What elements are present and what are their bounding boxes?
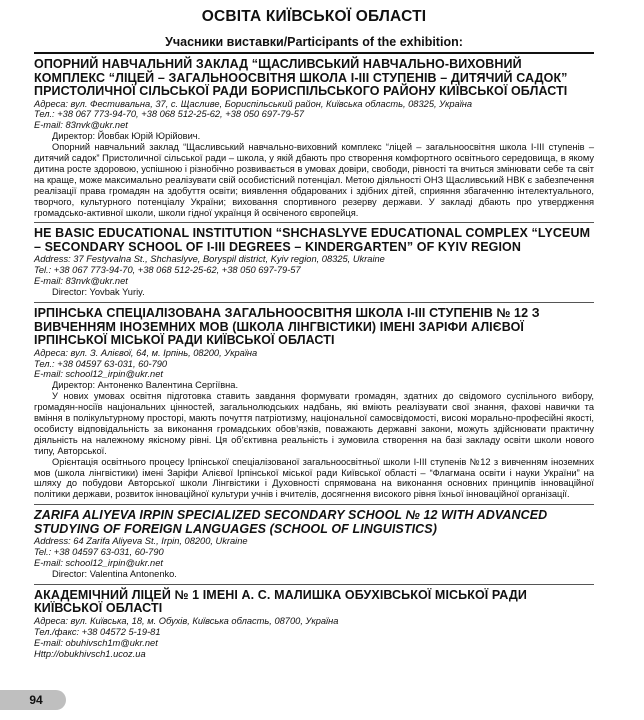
exhibitor-entry <box>34 585 594 664</box>
website-link[interactable]: Http://obukhivsch1.ucoz.ua <box>34 648 146 659</box>
address-line: Address: 64 Zarifa Aliyeva St., Irpin, 08200, Ukraine <box>34 536 248 547</box>
email-line: E-mail: obuhivsch1m@ukr.net <box>34 637 158 648</box>
exhibitor-heading: ОПОРНИЙ НАВЧАЛЬНИЙ ЗАКЛАД “ЩАСЛИВСЬКИЙ НАВЧАЛЬНО-ВИХОВНИЙ КОМПЛЕКС “ЛІЦЕЙ – ЗАГАЛЬНООСВІТНЯ ШКОЛА І-ІІІ СТУПЕНІВ – ДИТЯЧИЙ САДОК” ПРИСТОЛИЧНОЇ СІЛЬСЬКОЇ РАДИ БОРИСПІЛЬСЬКОГО РАЙОНУ КИЇВСЬКОЇ ОБЛАСТІ <box>34 57 568 98</box>
description-paragraph: Орієнтація освітнього процесу Ірпінської спеціалізованої загальноосвітньої школи І-ІІІ ступенів №12 з вивченням іноземних мов (школа лінгвістики) імені Заріфи Алієвої Ірпінської міської ради Київської області – “Флагмана освіти і науки України” на шляху до побудови Авторської школи Лінгвістики і Духовності спрямована на виконання основних принципів інноваційної політики держави, розвиток інноваційної культури учнів і вчителів, досягнення високого рівня їхньої інноваційної організації. <box>34 456 594 500</box>
page-number: 94 <box>0 690 66 710</box>
director-line: Директор: Антоненко Валентина Сергіївна. <box>52 380 239 391</box>
page-title: ОСВІТА КИЇВСЬКОЇ ОБЛАСТІ <box>201 8 427 25</box>
email-line: E-mail: school12_irpin@ukr.net <box>34 558 163 569</box>
phone-line: Тел.: +38 04597 63-031, 60-790 <box>34 358 168 369</box>
phone-line: Tel.: +38 067 773-94-70, +38 068 512-25-62, +38 050 697-79-57 <box>34 265 301 276</box>
director-line: Director: Yovbak Yuriy. <box>52 287 145 298</box>
director-line: Директор: Йовбак Юрій Юрійович. <box>52 131 201 142</box>
phone-line: Тел.: +38 067 773-94-70, +38 068 512-25-62, +38 050 697-79-57 <box>34 109 305 120</box>
address-line: Адреса: вул. З. Алієвої, 64, м. Ірпінь, 08200, Україна <box>34 347 258 358</box>
address-line: Адреса: вул. Фестивальна, 37, с. Щасливе, Бориспільський район, Київська область, 08325, Україна <box>34 98 473 109</box>
exhibitor-entry <box>34 303 594 505</box>
exhibitor-entry <box>34 223 594 303</box>
address-line: Адреса: вул. Київська, 18, м. Обухів, Київська область, 08700, Україна <box>34 615 339 626</box>
director-line: Director: Valentina Antonenko. <box>52 569 177 579</box>
exhibitor-entry <box>34 505 594 585</box>
description-paragraph: Опорний навчальний заклад “Щасливський навчально-виховний комплекс “ліцей – загальноосвітня школа І-ІІІ ступенів – дитячий садок” Пристоличної сільської ради – школа, у якій дбають про створення комфортного освітнього середовища, в якому дитина росте здоровою, успішною і різнобічно розвивається в умовах довіри, свободи, рівності та вчиться змінювати себе та світ на краще, може максимально реалізувати свій особистісний потенціал. Метою діяльності ОНЗ Щасливський НВК є забезпечення реалізації права громадян на здобуття освіти; виявлення обдарованих і здібних дітей, сприяння збагаченню інтелектуального, творчого, культурного потенціалу України; виховання спортивного резерву держави. У закладі дбають про утвердження громадсько-активної школи, школи гідної українця й освіченого європейця. <box>34 142 594 218</box>
email-line: E-mail: 83nvk@ukr.net <box>34 276 128 287</box>
page-body <box>34 0 594 664</box>
exhibitor-heading: ІРПІНСЬКА СПЕЦІАЛІЗОВАНА ЗАГАЛЬНООСВІТНЯ ШКОЛА І-ІІІ СТУПЕНІВ № 12 З ВИВЧЕННЯМ ІНОЗЕМНИХ МОВ (ШКОЛА ЛІНГВІСТИКИ) ІМЕНІ ЗАРІФИ АЛІЄВОЇ ІРПІНСЬКОЇ МІСЬКОЇ РАДИ КИЇВСЬКОЇ ОБЛАСТІ <box>34 306 540 348</box>
phone-line: Tel.: +38 04597 63-031, 60-790 <box>34 547 164 558</box>
email-line: E-mail: school12_irpin@ukr.net <box>34 369 163 380</box>
page-subtitle: Учасники виставки/Participants of the exhibition: <box>34 35 594 54</box>
phone-line: Тел./факс: +38 04572 5-19-81 <box>34 626 161 637</box>
address-line: Address: 37 Festyvalna St., Shchaslyve, Boryspil district, Kyiv region, 08325, Ukraine <box>34 254 385 265</box>
exhibitor-heading: ZARIFA ALIYEVA IRPIN SPECIALIZED SECONDARY SCHOOL № 12 WITH ADVANCED STUDYING OF FOREIGN LANGUAGES (SCHOOL OF LINGUISTICS) <box>34 508 548 536</box>
description-paragraph: У нових умовах освітня підготовка ставить завдання формувати громадян, здатних до свідомого суспільного вибору, громадян-носіїв національних цінностей, загальнолюдських надбань, які вміють реалізувати свої знання, фахові навички та вміння в полікультурному просторі, мають почуття патріотизму, національної самосвідомості, високі морально-професійні якості, особисту відповідальність за виконання громадських обов’язків, поважають державні закони, можуть здійснювати практичну діяльність на належному якісному рівні. Ця об’єктивна реальність і зумовила створення на базі закладу освіти школи нового типу, Авторської. <box>34 391 594 456</box>
exhibitor-entry <box>34 54 594 223</box>
exhibitor-heading: HE BASIC EDUCATIONAL INSTITUTION “SHCHASLYVE EDUCATIONAL COMPLEX “LYCEUM – SECONDARY SCHOOL OF I-III DEGREES – KINDERGARTEN” OF KYIV REGION <box>34 226 591 254</box>
email-line: E-mail: 83nvk@ukr.net <box>34 120 128 131</box>
exhibitor-heading: АКАДЕМІЧНИЙ ЛІЦЕЙ № 1 ІМЕНІ А. С. МАЛИШКА ОБУХІВСЬКОЇ МІСЬКОЇ РАДИ КИЇВСЬКОЇ ОБЛАСТІ <box>34 587 527 616</box>
